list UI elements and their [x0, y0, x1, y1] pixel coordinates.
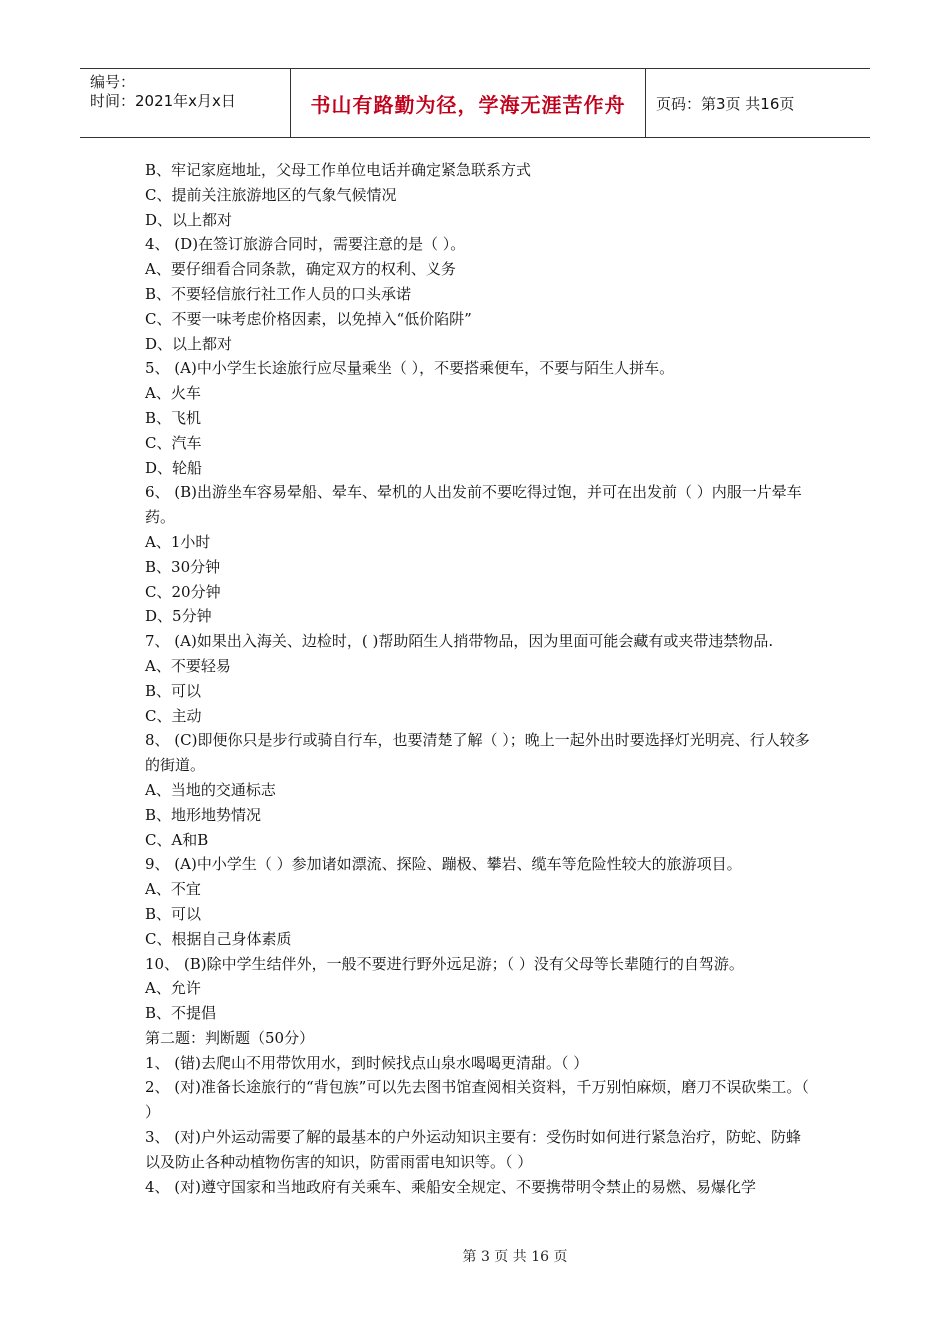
- option: D、轮船: [145, 458, 203, 477]
- option: B、可以: [145, 904, 202, 923]
- option: A、1小时: [145, 532, 211, 551]
- option: D、5分钟: [145, 607, 212, 626]
- question: 4、 (D)在签订旅游合同时，需要注意的是（ ）。: [145, 235, 466, 254]
- option: A、要仔细看合同条款，确定双方的权利、义务: [145, 260, 456, 279]
- option: A、不宜: [145, 880, 201, 899]
- code-label: 编号：: [90, 73, 136, 91]
- document-body: [145, 158, 815, 1199]
- question: 1、 (错)去爬山不用带饮用水，到时候找点山泉水喝喝更清甜。（ ）: [145, 1053, 589, 1072]
- option: C、根据自己身体素质: [145, 929, 292, 948]
- page-header: [80, 68, 870, 138]
- option: B、地形地势情况: [145, 805, 262, 824]
- text-line: C、提前关注旅游地区的气象气候情况: [145, 185, 397, 204]
- question: 3、 (对)户外运动需要了解的最基本的户外运动知识主要有：受伤时如何进行紧急治疗，防蛇、防蜂以及防止各种动植物伤害的知识，防雷雨雷电知识等。（ ）: [145, 1128, 802, 1171]
- option: A、允许: [145, 979, 201, 998]
- option: B、可以: [145, 681, 202, 700]
- option: A、当地的交通标志: [145, 780, 276, 799]
- header-motto: 书山有路勤为径，学海无涯苦作舟: [291, 69, 646, 137]
- time-label: 时间：2021年x月x日: [90, 92, 236, 110]
- question: 5、 (A)中小学生长途旅行应尽量乘坐（ ），不要搭乘便车，不要与陌生人拼车。: [145, 359, 675, 378]
- option: B、不提倡: [145, 1004, 217, 1023]
- question: 7、 (A)如果出入海关、边检时，( )帮助陌生人捎带物品，因为里面可能会藏有或夹带违禁物品.: [145, 632, 774, 651]
- page-footer: 第 3 页 共 16 页: [462, 1249, 568, 1265]
- text-line: B、牢记家庭地址，父母工作单位电话并确定紧急联系方式: [145, 161, 532, 179]
- header-page-code: 页码：第3页 共16页: [656, 94, 795, 113]
- question: 10、 (B)除中学生结伴外，一般不要进行野外远足游；（ ）没有父母等长辈随行的自驾游。: [145, 954, 744, 973]
- section-heading: 第二题：判断题（50分）: [145, 1028, 315, 1047]
- question: 2、 (对)准备长途旅行的“背包族”可以先去图书馆查阅相关资料，千万别怕麻烦，磨刀不误砍柴工。（ ）: [145, 1078, 809, 1122]
- option: B、30分钟: [145, 557, 221, 576]
- option: C、A和B: [145, 830, 209, 849]
- option: B、不要轻信旅行社工作人员的口头承诺: [145, 284, 412, 303]
- option: C、主动: [145, 706, 202, 725]
- header-info: [80, 69, 291, 137]
- option: A、火车: [145, 384, 201, 403]
- option: B、飞机: [145, 408, 202, 427]
- option: D、以上都对: [145, 334, 233, 353]
- text-line: D、以上都对: [145, 210, 233, 229]
- option: A、不要轻易: [145, 656, 231, 675]
- option: C、20分钟: [145, 582, 221, 601]
- question: 9、 (A)中小学生（ ）参加诸如漂流、探险、蹦极、攀岩、缆车等危险性较大的旅游项目。: [145, 855, 742, 874]
- option: C、不要一味考虑价格因素，以免掉入“低价陷阱”: [145, 309, 472, 328]
- option: C、汽车: [145, 433, 202, 452]
- question: 4、 (对)遵守国家和当地政府有关乘车、乘船安全规定、不要携带明令禁止的易燃、易爆化学: [145, 1177, 757, 1196]
- question: 6、 (B)出游坐车容易晕船、晕车、晕机的人出发前不要吃得过饱，并可在出发前（ ）内服一片晕车药。: [145, 483, 802, 527]
- question: 8、 (C)即便你只是步行或骑自行车，也要清楚了解（ ）；晚上一起外出时要选择灯光明亮、行人较多的街道。: [145, 731, 810, 775]
